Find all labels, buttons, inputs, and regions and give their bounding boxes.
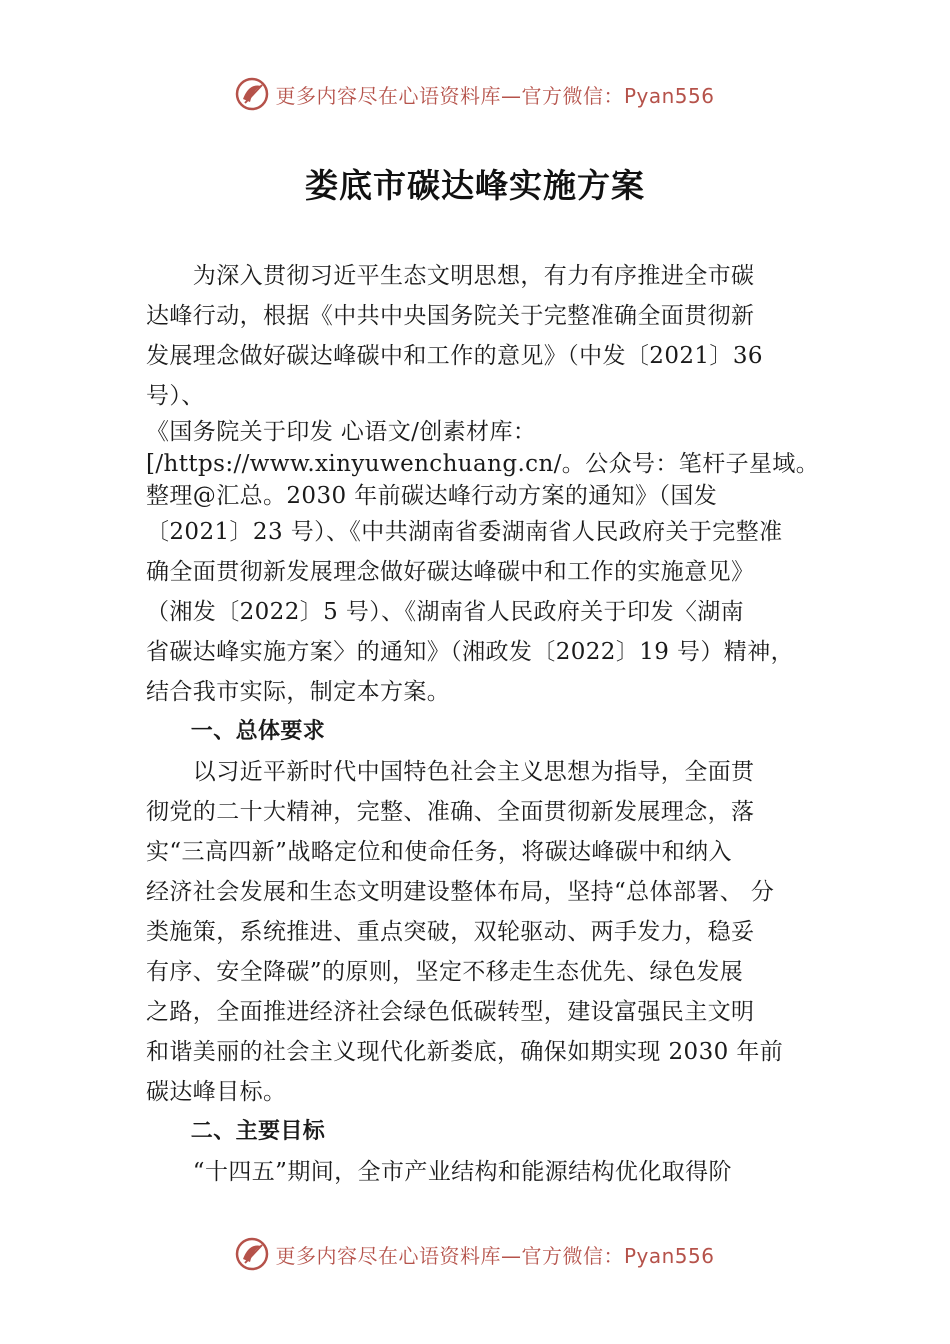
body-line: 《国务院关于印发 心语文/创素材库： bbox=[146, 419, 537, 445]
body-line: “十四五”期间，全市产业结构和能源结构优化取得阶 bbox=[146, 1159, 732, 1185]
body-line: 号）、 bbox=[146, 383, 205, 409]
brand-logo-icon bbox=[235, 1237, 269, 1271]
body-line: 发展理念做好碳达峰碳中和工作的意见》（中发〔2021〕36 bbox=[146, 343, 763, 369]
section-heading: 二、主要目标 bbox=[146, 1119, 326, 1144]
body-line: 以习近平新时代中国特色社会主义思想为指导，全面贯 bbox=[146, 759, 755, 785]
body-line: 省碳达峰实施方案〉的通知》（湘政发〔2022〕19 号）精神， bbox=[146, 639, 795, 665]
header-banner-text: 更多内容尽在心语资料库—官方微信：Pyan556 bbox=[275, 83, 715, 108]
body-line: （湘发〔2022〕5 号）、《湖南省人民政府关于印发〈湖南 bbox=[146, 599, 745, 625]
document-body bbox=[146, 256, 822, 1192]
body-line: 之路，全面推进经济社会绿色低碳转型，建设富强民主文明 bbox=[146, 999, 755, 1025]
body-line: 彻党的二十大精神，完整、准确、全面贯彻新发展理念，落 bbox=[146, 799, 755, 825]
brand-logo-icon bbox=[235, 77, 269, 111]
footer-banner-text: 更多内容尽在心语资料库—官方微信：Pyan556 bbox=[275, 1243, 715, 1268]
body-line: 整理@汇总。2030 年前碳达峰行动方案的通知》（国发 bbox=[146, 483, 718, 509]
body-line: 为深入贯彻习近平生态文明思想，有力有序推进全市碳 bbox=[146, 263, 755, 289]
body-line: 结合我市实际，制定本方案。 bbox=[146, 679, 451, 705]
body-line: 达峰行动，根据《中共中央国务院关于完整准确全面贯彻新 bbox=[146, 303, 755, 329]
body-line: 有序、安全降碳”的原则，坚定不移走生态优先、绿色发展 bbox=[146, 959, 744, 985]
body-line: 类施策，系统推进、重点突破，双轮驱动、两手发力，稳妥 bbox=[146, 919, 755, 945]
body-line: 经济社会发展和生态文明建设整体布局，坚持“总体部署、 分 bbox=[146, 879, 775, 905]
body-line: 和谐美丽的社会主义现代化新娄底，确保如期实现 2030 年前 bbox=[146, 1039, 784, 1065]
body-line: 碳达峰目标。 bbox=[146, 1079, 287, 1105]
body-line: 实“三高四新”战略定位和使命任务，将碳达峰碳中和纳入 bbox=[146, 839, 732, 865]
body-line: [/https://www.xinyuwenchuang.cn/。公众号：笔杆子星域。 bbox=[146, 451, 820, 477]
document-title: 娄底市碳达峰实施方案 bbox=[305, 166, 645, 205]
section-heading: 一、总体要求 bbox=[146, 719, 326, 744]
body-line: 〔2021〕23 号）、《中共湖南省委湖南省人民政府关于完整准 bbox=[146, 519, 783, 545]
footer-banner bbox=[0, 1232, 950, 1276]
body-line: 确全面贯彻新发展理念做好碳达峰碳中和工作的实施意见》 bbox=[146, 559, 755, 585]
header-banner bbox=[0, 72, 950, 116]
